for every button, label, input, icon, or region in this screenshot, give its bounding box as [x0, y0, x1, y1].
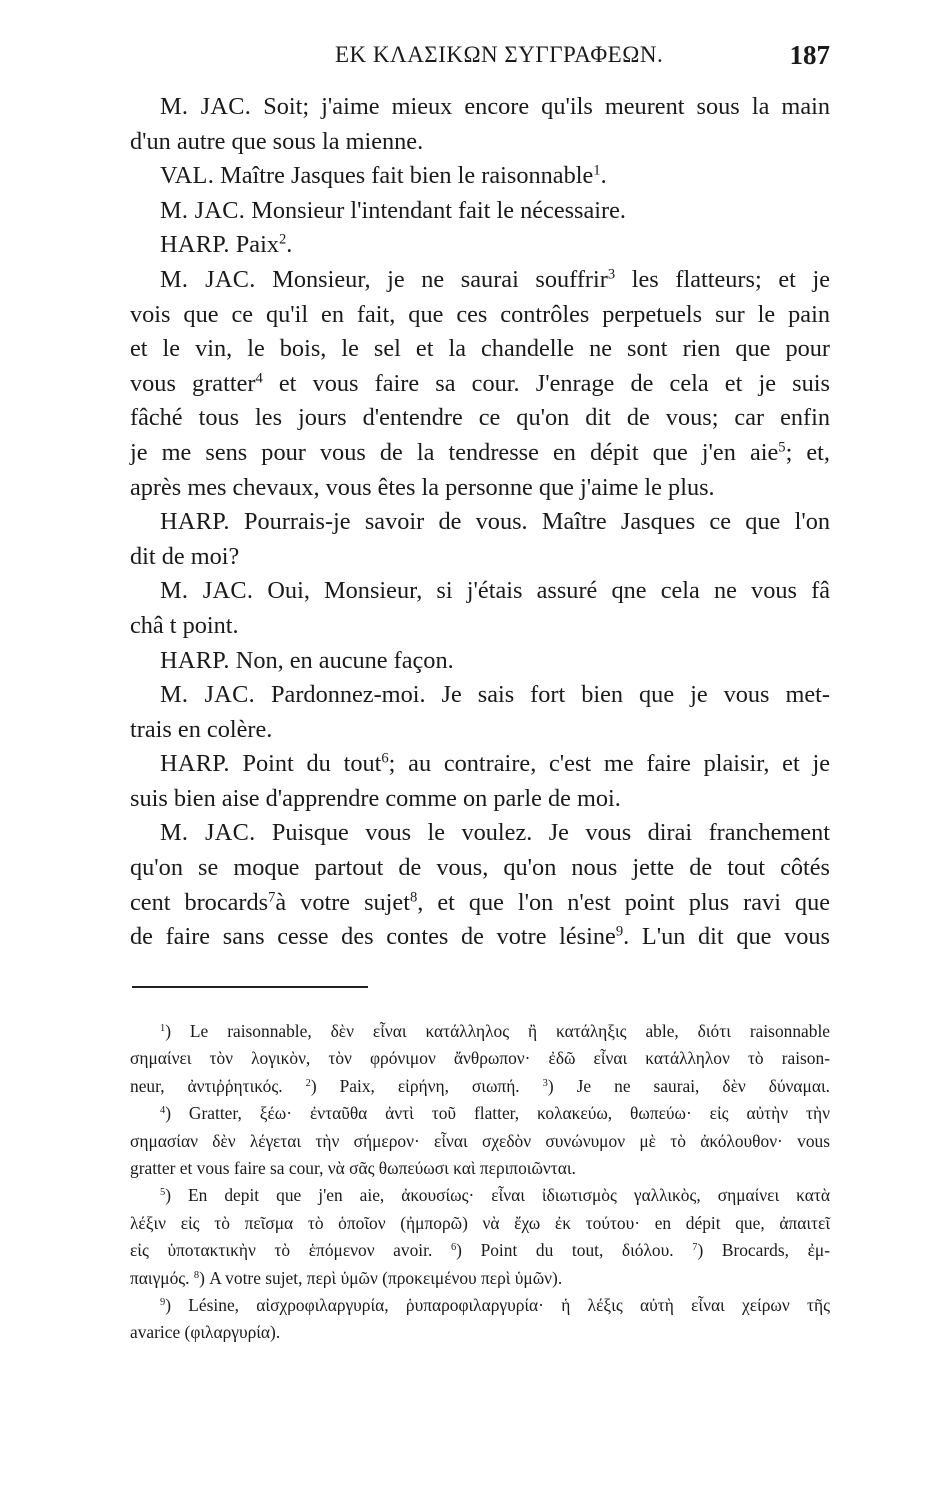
- dialogue-text-run: .: [600, 162, 607, 190]
- text-line: [130, 228, 830, 263]
- footnote-ref: 9: [615, 923, 624, 940]
- footnote-ref: 3: [607, 266, 616, 283]
- dialogue-text-run: dit de moi?: [130, 542, 240, 570]
- footnote-mark: 2: [305, 1077, 311, 1089]
- dialogue-text-run: trais en colère.: [130, 715, 273, 743]
- footnote-line: [130, 1100, 830, 1127]
- text-line: [130, 574, 830, 609]
- footnote-line: [130, 1237, 830, 1264]
- speaker-name: M. JAC.: [160, 196, 246, 224]
- dialogue-text-run: Monsieur l'intendant fait le nécessaire.: [251, 196, 626, 224]
- speaker-name: HARP.: [160, 508, 230, 536]
- dialogue-text: [130, 90, 830, 955]
- footnote-text: σημαίνει τὸν λογικὸν, τὸν φρόνιμον ἄνθρωπον· ἐδῶ εἶναι κατάλληλον τὸ raison-: [130, 1048, 830, 1069]
- footnote-mark: 4: [160, 1104, 166, 1116]
- dialogue-text-run: qu'on se moque partout de vous, qu'on nous jette de tout côtés: [130, 854, 830, 882]
- footnote-mark: 5: [160, 1187, 166, 1199]
- text-line: [130, 332, 830, 367]
- speaker-name: M. JAC.: [160, 577, 254, 605]
- footnote-line: [130, 1319, 830, 1346]
- footnote-ref: 1: [593, 162, 601, 179]
- dialogue-text-run: et vous faire sa cour. J'enrage de cela et je suis: [262, 369, 830, 397]
- text-line: [130, 401, 830, 436]
- text-line: [130, 886, 830, 921]
- footnote-text: neur, ἀντιῤῥητικός.: [130, 1075, 283, 1096]
- dialogue-text-run: je me sens pour vous de la tendresse en dépit que j'en aie: [130, 438, 779, 466]
- dialogue-text-run: Soit; j'aime mieux encore qu'ils meurent sous la main: [263, 93, 830, 120]
- footnote-text: ) En depit que j'en aie, ἀκουσίως· εἶναι ἰδιωτισμὸς γαλλικὸς, σημαίνει κατὰ: [165, 1185, 830, 1206]
- speaker-name: M. JAC.: [160, 265, 256, 293]
- page-header: [130, 42, 830, 82]
- dialogue-text-run: Puisque vous le voulez. Je vous dirai franchement: [271, 819, 830, 847]
- footnote-ref: 4: [255, 370, 263, 387]
- dialogue-text-run: cent brocards: [130, 888, 269, 916]
- footnote-line: [130, 1045, 830, 1072]
- dialogue-text-run: . L'un dit que vous: [623, 923, 830, 951]
- footnote-text: παιγμός.: [130, 1267, 190, 1288]
- footnote-mark: 1: [160, 1022, 166, 1034]
- footnote-text: ) Gratter, ξέω· ἐνταῦθα ἀντὶ τοῦ flatter, κολακεύω, θωπεύω· εἰς αὐτὴν τὴν: [165, 1103, 830, 1124]
- text-line: [130, 436, 830, 471]
- dialogue-text-run: fâché tous les jours d'entendre ce qu'on dit de vous; car enfin: [130, 404, 830, 432]
- text-line: [130, 194, 830, 229]
- dialogue-text-run: Maître Jasques fait bien le raisonnable: [220, 162, 594, 190]
- speaker-name: VAL.: [160, 162, 215, 190]
- text-line: [130, 540, 830, 575]
- dialogue-text-run: suis bien aise d'apprendre comme on parle de moi.: [130, 784, 621, 812]
- footnote-ref: 7: [268, 888, 276, 905]
- footnote-ref: 5: [778, 439, 786, 456]
- footnote-rule: [132, 986, 368, 988]
- text-line: [130, 263, 830, 298]
- dialogue-text-run: et le vin, le bois, le sel et la chandelle ne sont rien que pour: [130, 335, 830, 363]
- dialogue-text-run: Oui, Monsieur, si j'étais assuré qne cela ne vous fâ: [267, 577, 830, 605]
- footnote-mark: 7: [692, 1241, 698, 1253]
- footnote-text: ) Paix, εἰρήνη, σιωπή.: [310, 1075, 520, 1096]
- dialogue-text-run: Non, en aucune façon.: [235, 646, 454, 674]
- footnote-text: ) Point du tout, διόλου.: [456, 1240, 674, 1261]
- speaker-name: HARP.: [160, 750, 230, 778]
- text-line: [130, 816, 830, 851]
- footnote-mark: 3: [542, 1077, 548, 1089]
- footnote-line: [130, 1073, 830, 1100]
- text-line: [130, 367, 830, 402]
- footnote-text: ) A votre sujet, περὶ ὑμῶν (προκειμένου περὶ ὑμῶν).: [199, 1267, 563, 1288]
- footnote-text: gratter et vous faire sa cour, νὰ σᾶς θωπεύωσι καὶ περιποιῶνται.: [130, 1157, 576, 1178]
- text-line: [130, 298, 830, 333]
- footnote-mark: 8: [193, 1269, 200, 1281]
- dialogue-text-run: Monsieur, je ne saurai souffrir: [272, 265, 608, 293]
- dialogue-text-run: les flatteurs; et je: [615, 265, 830, 293]
- footnote-mark: 9: [160, 1296, 166, 1308]
- speaker-name: M. JAC.: [160, 681, 256, 709]
- footnote-text: ) Je ne saurai, δὲν δύναμαι.: [547, 1075, 830, 1096]
- page-number: 187: [789, 40, 830, 70]
- speaker-name: HARP.: [160, 646, 230, 674]
- text-line: [130, 505, 830, 540]
- footnote-line: [130, 1265, 830, 1292]
- dialogue-text-run: .: [286, 231, 293, 259]
- footnote-ref: 6: [381, 750, 389, 767]
- footnote-ref: 8: [409, 888, 418, 905]
- footnote-text: σημασίαν δὲν λέγεται τὴν σήμερον· εἶναι σχεδὸν συνώνυμον μὲ τὸ ἀκόλουθον· vous: [130, 1130, 830, 1151]
- footnote-mark: 6: [450, 1241, 457, 1253]
- dialogue-text-run: vous gratter: [130, 369, 256, 397]
- footnote-text: εἰς ὑποτακτικὴν τὸ ἑπόμενον avoir.: [130, 1240, 433, 1261]
- footnote-text: λέξιν εἰς τὸ πεῖσμα τὸ ὁποῖον (ἠμπορῶ) νὰ ἔχω ἐκ τούτου· en dépit que, ἀπαιτεῖ: [130, 1212, 830, 1233]
- text-line: [130, 747, 830, 782]
- dialogue-text-run: ; et,: [785, 438, 830, 466]
- dialogue-text-run: Pardonnez-moi. Je sais fort bien que je vous met-: [271, 681, 831, 709]
- text-line: [130, 644, 830, 679]
- footnote-line: [130, 1128, 830, 1155]
- dialogue-text-run: ; au contraire, c'est me faire plaisir, et je: [388, 750, 831, 778]
- dialogue-text-run: vois que ce qu'il en fait, que ces contrôles perpetuels sur le pain: [130, 300, 830, 328]
- footnote-line: [130, 1210, 830, 1237]
- text-line: [130, 125, 830, 160]
- dialogue-text-run: châ t point.: [130, 611, 239, 639]
- text-line: [130, 920, 830, 955]
- footnote-text: ) Lésine, αἰσχροφιλαργυρία, ῥυπαροφιλαργυρία· ἡ λέξις αὐτὴ εἶναι χείρων τῆς: [165, 1294, 830, 1315]
- text-line: [130, 90, 830, 125]
- dialogue-text-run: d'un autre que sous la mienne.: [130, 127, 424, 155]
- dialogue-text-run: à votre sujet: [275, 888, 410, 916]
- footnote-text: ) Brocards, ἐμ-: [697, 1240, 831, 1261]
- text-line: [130, 678, 830, 713]
- speaker-name: M. JAC.: [160, 93, 252, 120]
- text-line: [130, 159, 830, 194]
- running-title: ΕΚ ΚΛΑΣΙΚΩΝ ΣΥΓΓΡΑΦΕΩΝ.: [335, 42, 664, 67]
- footnote-text: ) Le raisonnable, δὲν εἶναι κατάλληλος ἢ κατάληξις able, διότι raisonnable: [165, 1021, 830, 1041]
- footnote-line: [130, 1155, 830, 1182]
- dialogue-text-run: de faire sans cesse des contes de votre lésine: [130, 923, 616, 951]
- dialogue-text-run: Paix: [235, 231, 279, 259]
- footnote-line: [130, 1292, 830, 1319]
- text-line: [130, 713, 830, 748]
- dialogue-text-run: Pourrais-je savoir de vous. Maître Jasques ce que l'on: [243, 508, 830, 536]
- footnote-ref: 2: [278, 231, 287, 248]
- text-line: [130, 851, 830, 886]
- text-line: [130, 609, 830, 644]
- footnote-line: [130, 1182, 830, 1209]
- footnote-line: [130, 1018, 830, 1045]
- dialogue-text-run: après mes chevaux, vous êtes la personne que j'aime le plus.: [130, 473, 715, 501]
- speaker-name: M. JAC.: [160, 819, 256, 847]
- footnote-text: avarice (φιλαργυρία).: [130, 1322, 281, 1343]
- dialogue-text-run: , et que l'on n'est point plus ravi que: [417, 888, 831, 916]
- text-line: [130, 471, 830, 506]
- footnotes: [130, 1018, 830, 1347]
- text-line: [130, 782, 830, 817]
- dialogue-text-run: Point du tout: [242, 750, 382, 778]
- speaker-name: HARP.: [160, 231, 230, 259]
